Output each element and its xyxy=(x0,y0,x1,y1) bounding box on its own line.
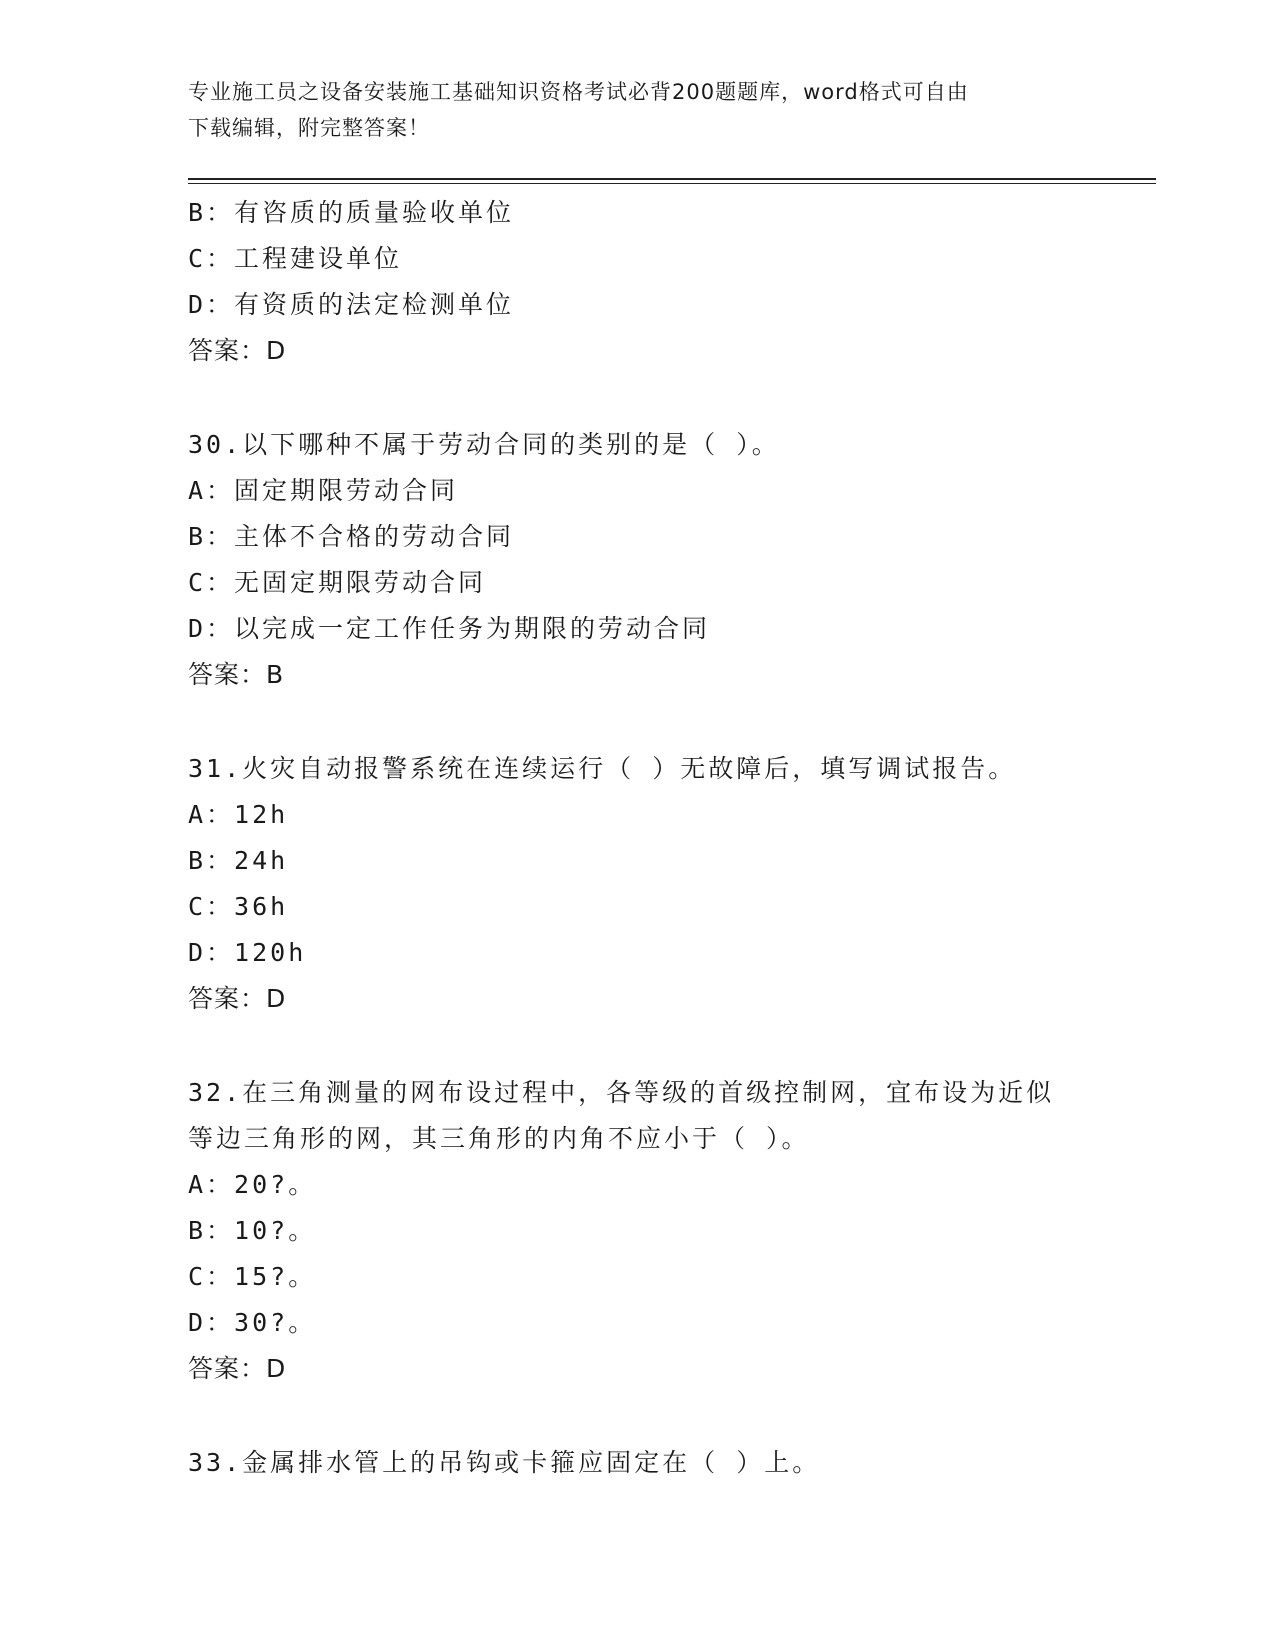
question-32 xyxy=(188,1070,1138,1392)
document-body xyxy=(188,190,1138,1486)
question-text-line-1: 32.在三角测量的网布设过程中，各等级的首级控制网，宜布设为近似 xyxy=(188,1078,1055,1107)
question-33 xyxy=(188,1440,1138,1486)
option-b: B：主体不合格的劳动合同 xyxy=(188,522,515,551)
header-line-2: 下载编辑，附完整答案！ xyxy=(188,116,430,140)
question-text: 31.火灾自动报警系统在连续运行（ ）无故障后，填写调试报告。 xyxy=(188,754,1017,783)
document-header xyxy=(188,74,1088,146)
option-b: B：有咨质的质量验收单位 xyxy=(188,198,515,227)
question-text-line-2: 等边三角形的网，其三角形的内角不应小于（ ）。 xyxy=(188,1124,810,1153)
option-d: D：120h xyxy=(188,938,307,967)
option-d: D：30?。 xyxy=(188,1308,317,1337)
header-divider-thick xyxy=(188,178,1156,180)
option-d: D：以完成一定工作任务为期限的劳动合同 xyxy=(188,614,711,643)
header-divider-thin xyxy=(188,183,1156,184)
question-30 xyxy=(188,422,1138,698)
option-b: B：24h xyxy=(188,846,289,875)
option-c: C：无固定期限劳动合同 xyxy=(188,568,487,597)
option-d: D：有资质的法定检测单位 xyxy=(188,290,515,319)
header-line-1: 专业施工员之设备安装施工基础知识资格考试必背200题题库，word格式可自由 xyxy=(188,80,969,104)
answer: 答案：D xyxy=(188,984,287,1013)
option-b: B：10?。 xyxy=(188,1216,317,1245)
option-a: A：固定期限劳动合同 xyxy=(188,476,459,505)
answer: 答案：D xyxy=(188,1354,287,1383)
question-31 xyxy=(188,746,1138,1022)
option-a: A：12h xyxy=(188,800,289,829)
option-c: C：15?。 xyxy=(188,1262,317,1291)
option-a: A：20?。 xyxy=(188,1170,317,1199)
answer: 答案：D xyxy=(188,336,287,365)
option-c: C：36h xyxy=(188,892,289,921)
answer: 答案：B xyxy=(188,660,285,689)
prev-question xyxy=(188,190,1138,374)
question-text: 33.金属排水管上的吊钩或卡箍应固定在（ ）上。 xyxy=(188,1448,821,1477)
option-c: C：工程建设单位 xyxy=(188,244,403,273)
question-text: 30.以下哪种不属于劳动合同的类别的是（ ）。 xyxy=(188,430,780,459)
